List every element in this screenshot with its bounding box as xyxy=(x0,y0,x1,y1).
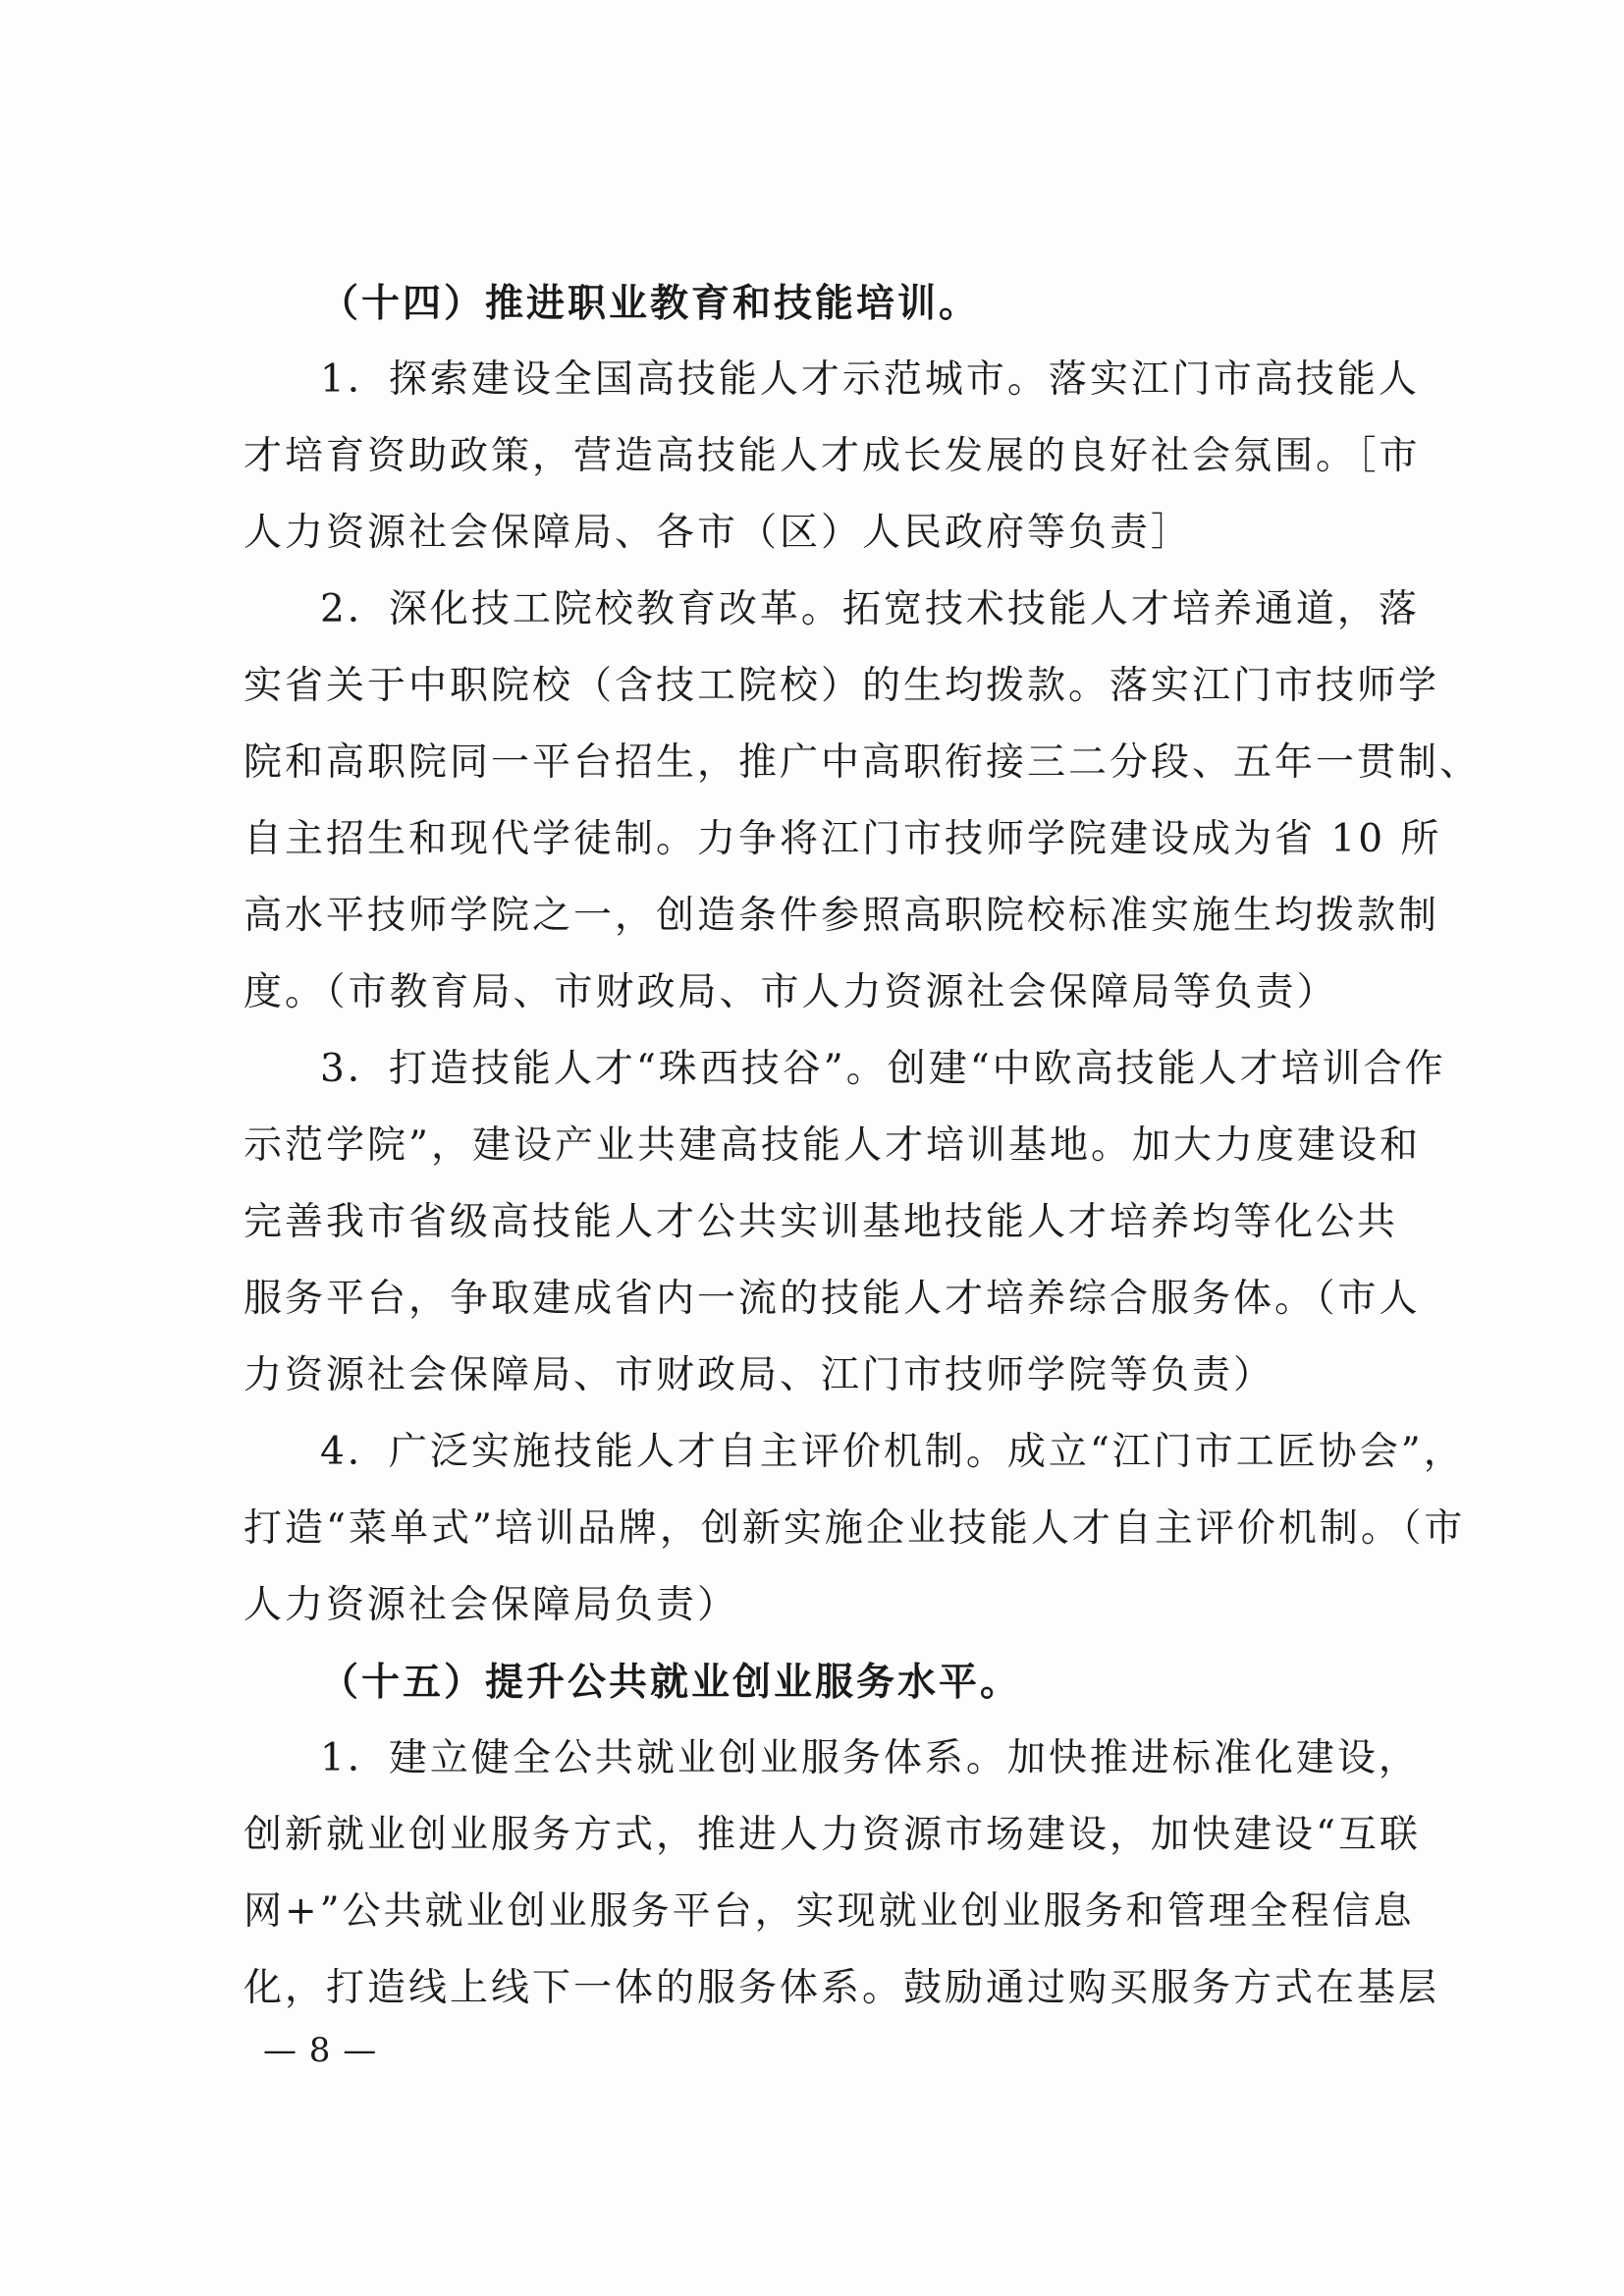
text-line: 实省关于中职院校（含技工院校）的生均拨款。落实江门市技师学 xyxy=(244,664,1440,708)
text-line: 高水平技师学院之一，创造条件参照高职院校标准实施生均拨款制 xyxy=(244,894,1440,938)
text-line: 3．打造技能人才“珠西技谷”。创建“中欧高技能人才培训合作 xyxy=(320,1047,1446,1091)
text-line: 1．探索建设全国高技能人才示范城市。落实江门市高技能人 xyxy=(320,357,1420,402)
text-line: 院和高职院同一平台招生，推广中高职衔接三二分段、五年一贯制、 xyxy=(244,740,1482,785)
text-line: 人力资源社会保障局、各市（区）人民政府等负责］ xyxy=(244,511,1193,555)
text-line: 示范学院”，建设产业共建高技能人才培训基地。加大力度建设和 xyxy=(244,1123,1421,1168)
text-line: 度。（市教育局、市财政局、市人力资源社会保障局等负责） xyxy=(244,970,1338,1014)
text-line: 才培育资助政策，营造高技能人才成长发展的良好社会氛围。［市 xyxy=(244,434,1421,478)
text-line: 完善我市省级高技能人才公共实训基地技能人才培养均等化公共 xyxy=(244,1200,1399,1244)
text-line: 打造“菜单式”培训品牌，创新实施企业技能人才自主评价机制。（市 xyxy=(244,1506,1466,1551)
page-number: — 8 — xyxy=(263,2031,378,2070)
text-line: 2．深化技工院校教育改革。拓宽技术技能人才培养通道，落 xyxy=(320,587,1420,631)
text-line: 人力资源社会保障局负责） xyxy=(244,1583,739,1627)
text-line: 服务平台，争取建成省内一流的技能人才培养综合服务体。（市人 xyxy=(244,1277,1421,1321)
text-line: 力资源社会保障局、市财政局、江门市技师学院等负责） xyxy=(244,1353,1275,1397)
text-line: 网+”公共就业创业服务平台，实现就业创业服务和管理全程信息 xyxy=(244,1889,1415,1934)
section-heading: （十五）提升公共就业创业服务水平。 xyxy=(320,1660,1022,1705)
text-line: 自主招生和现代学徒制。力争将江门市技师学院建设成为省 10 所 xyxy=(244,817,1442,861)
section-heading: （十四）推进职业教育和技能培训。 xyxy=(320,281,981,326)
text-line: 化，打造线上线下一体的服务体系。鼓励通过购买服务方式在基层 xyxy=(244,1966,1440,2010)
text-line: 创新就业创业服务方式，推进人力资源市场建设，加快建设“互联 xyxy=(244,1813,1421,1857)
document-body xyxy=(244,265,1482,2027)
text-line: 4．广泛实施技能人才自主评价机制。成立“江门市工匠协会”， xyxy=(320,1430,1465,1474)
text-line: 1．建立健全公共就业创业服务体系。加快推进标准化建设， xyxy=(320,1736,1420,1780)
